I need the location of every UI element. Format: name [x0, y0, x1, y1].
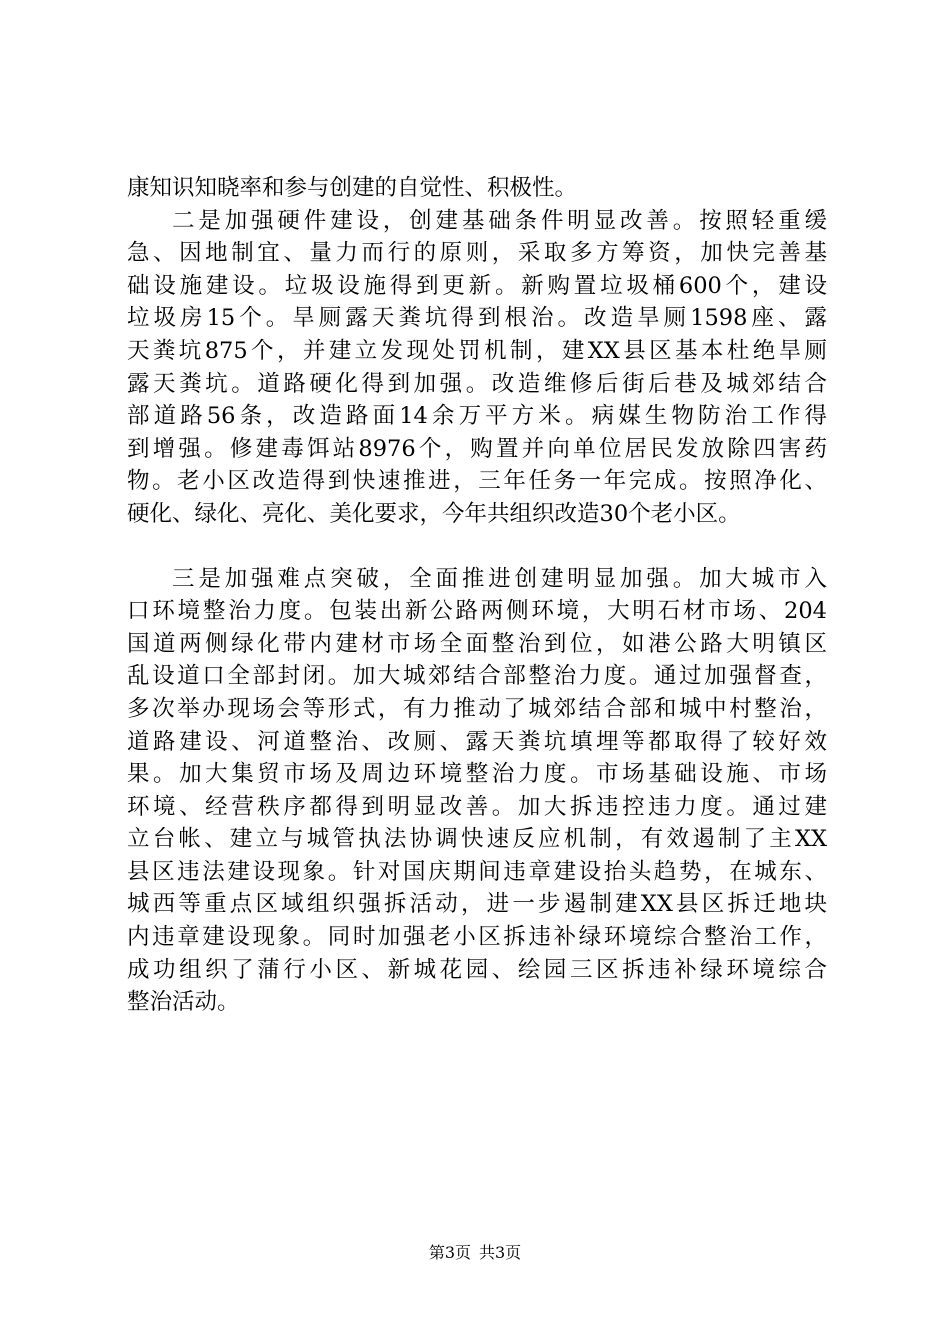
text-line: 立台帐、建立与城管执法协调快速反应机制，有效遏制了主XX — [127, 826, 827, 853]
paragraph-hardware-construction — [127, 205, 827, 531]
text-line: 物。老小区改造得到快速推进，三年任务一年完成。按照净化、 — [127, 468, 827, 495]
text-line: 果。加大集贸市场及周边环境整治力度。市场基础设施、市场 — [127, 761, 827, 788]
text-line: 垃圾房15个。旱厕露天粪坑得到根治。改造旱厕1598座、露 — [127, 305, 827, 332]
text-line: 环境、经营秩序都得到明显改善。加大拆违控违力度。通过建 — [127, 793, 827, 820]
text-line: 露天粪坑。道路硬化得到加强。改造维修后街后巷及城郊结合 — [127, 370, 827, 397]
page-number: 第3页 — [428, 1243, 471, 1262]
text-line: 国道两侧绿化带内建材市场全面整治到位，如港公路大明镇区 — [127, 630, 827, 657]
paragraph-continuation — [127, 172, 827, 205]
text-line: 到增强。修建毒饵站8976个，购置并向单位居民发放除四害药 — [127, 435, 827, 462]
page-footer — [0, 1243, 950, 1263]
text-line: 县区违法建设现象。针对国庆期间违章建设抬头趋势，在城东、 — [127, 858, 827, 885]
text-line: 天粪坑875个，并建立发现处罚机制，建XX县区基本杜绝旱厕 — [127, 337, 827, 364]
page-total: 共3页 — [479, 1243, 522, 1262]
text-line: 二是加强硬件建设，创建基础条件明显改善。按照轻重缓 — [172, 207, 827, 234]
text-line: 道路建设、河道整治、改厕、露天粪坑填埋等都取得了较好效 — [127, 728, 827, 755]
text-line: 内违章建设现象。同时加强老小区拆违补绿环境综合整治工作， — [127, 924, 827, 951]
paragraph-key-breakthrough — [127, 563, 827, 1019]
text-line: 成功组织了蒲行小区、新城花园、绘园三区拆违补绿环境综合 — [127, 956, 827, 983]
document-body — [127, 172, 827, 1019]
text-line: 硬化、绿化、亮化、美化要求，今年共组织改造30个老小区。 — [127, 500, 741, 527]
text-line: 础设施建设。垃圾设施得到更新。新购置垃圾桶600个，建设 — [127, 272, 827, 299]
text-line: 部道路56条，改造路面14余万平方米。病媒生物防治工作得 — [127, 403, 827, 430]
text-line: 康知识知晓率和参与创建的自觉性、积极性。 — [127, 175, 578, 201]
text-line: 城西等重点区域组织强拆活动，进一步遏制建XX县区拆迁地块 — [127, 891, 827, 918]
text-line: 口环境整治力度。包装出新公路两侧环境，大明石材市场、204 — [127, 598, 827, 625]
text-line: 多次举办现场会等形式，有力推动了城郊结合部和城中村整治， — [127, 695, 827, 722]
text-line: 乱设道口全部封闭。加大城郊结合部整治力度。通过加强督查， — [127, 663, 827, 690]
paragraph-spacer — [127, 531, 827, 563]
text-line: 三是加强难点突破，全面推进创建明显加强。加大城市入 — [172, 565, 827, 592]
text-line: 急、因地制宜、量力而行的原则，采取多方筹资，加快完善基 — [127, 240, 827, 267]
text-line: 整治活动。 — [127, 989, 240, 1016]
